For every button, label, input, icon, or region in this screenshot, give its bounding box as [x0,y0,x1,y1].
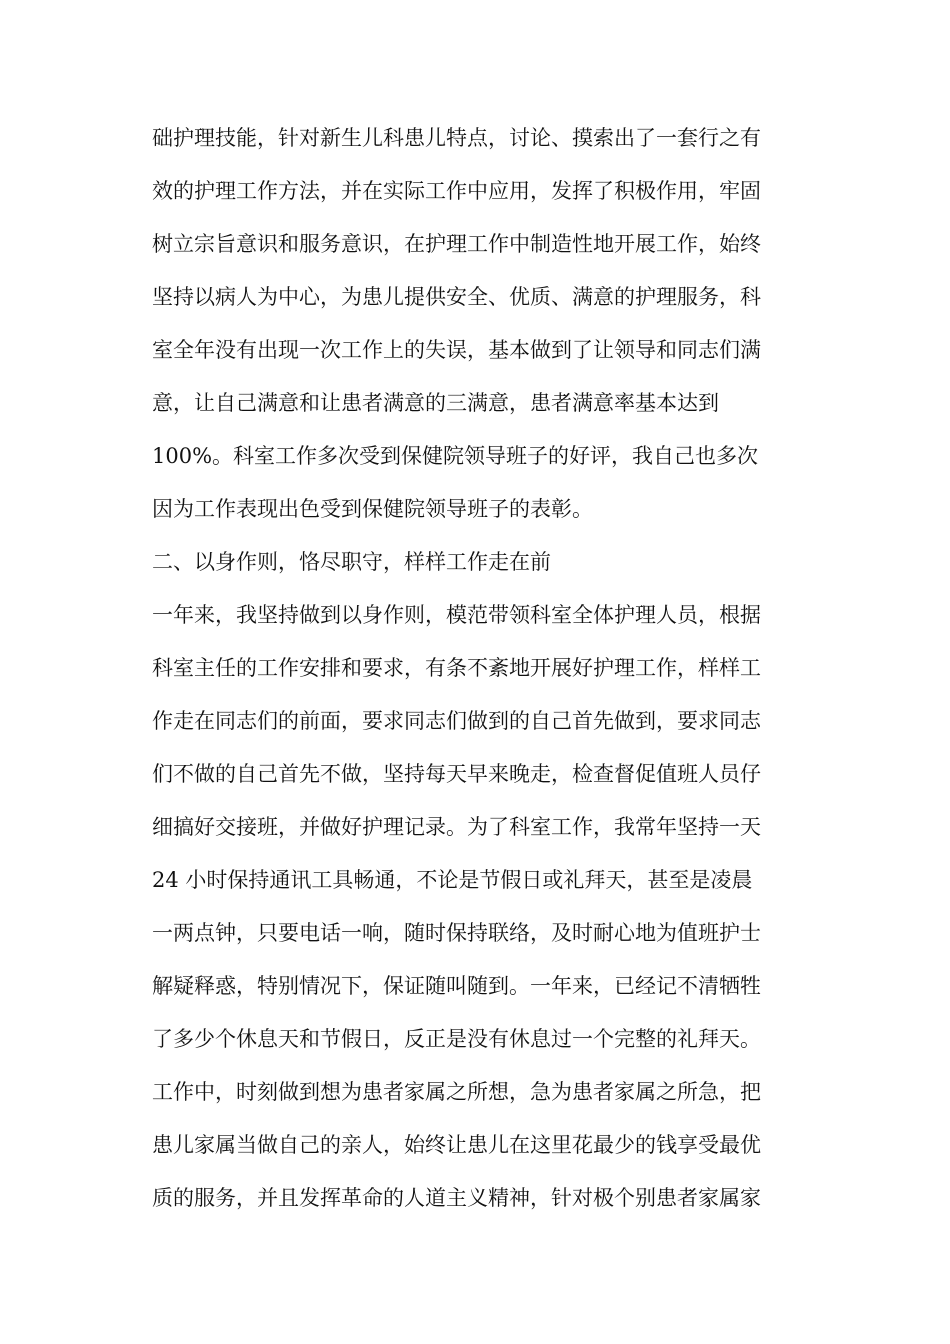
body-text [152,112,812,1225]
text-line: 细搞好交接班，并做好护理记录。为了科室工作，我常年坚持一天 [152,815,761,839]
text-line: 树立宗旨意识和服务意识，在护理工作中制造性地开展工作，始终 [152,232,761,256]
text-line: 24 小时保持通讯工具畅通，不论是节假日或礼拜天，甚至是凌晨 [152,868,753,892]
text-line: 意，让自己满意和让患者满意的三满意，患者满意率基本达到 [152,391,719,415]
text-line: 患儿家属当做自己的亲人，始终让患儿在这里花最少的钱享受最优 [152,1133,761,1157]
text-line: 质的服务，并且发挥革命的人道主义精神，针对极个别患者家属家 [152,1186,761,1210]
text-line: 科室主任的工作安排和要求，有条不紊地开展好护理工作，样样工 [152,656,761,680]
text-line: 解疑释惑，特别情况下，保证随叫随到。一年来，已经记不清牺牲 [152,974,761,998]
text-line: 础护理技能，针对新生儿科患儿特点，讨论、摸索出了一套行之有 [152,126,761,150]
text-line: 一两点钟，只要电话一响，随时保持联络，及时耐心地为值班护士 [152,921,761,945]
text-line: 效的护理工作方法，并在实际工作中应用，发挥了积极作用，牢固 [152,179,761,203]
text-line: 一年来，我坚持做到以身作则，模范带领科室全体护理人员，根据 [152,603,761,627]
text-line: 因为工作表现出色受到保健院领导班子的表彰。 [152,497,593,521]
text-line: 坚持以病人为中心，为患儿提供安全、优质、满意的护理服务，科 [152,285,761,309]
text-line: 100%。科室工作多次受到保健院领导班子的好评，我自己也多次 [152,444,759,468]
text-line: 工作中，时刻做到想为患者家属之所想，急为患者家属之所急，把 [152,1080,761,1104]
text-line: 室全年没有出现一次工作上的失误，基本做到了让领导和同志们满 [152,338,761,362]
text-line: 作走在同志们的前面，要求同志们做到的自己首先做到，要求同志 [152,709,761,733]
text-line: 们不做的自己首先不做，坚持每天早来晚走，检查督促值班人员仔 [152,762,761,786]
text-line: 了多少个休息天和节假日，反正是没有休息过一个完整的礼拜天。 [152,1027,761,1051]
section-heading: 二、以身作则，恪尽职守，样样工作走在前 [152,550,551,574]
